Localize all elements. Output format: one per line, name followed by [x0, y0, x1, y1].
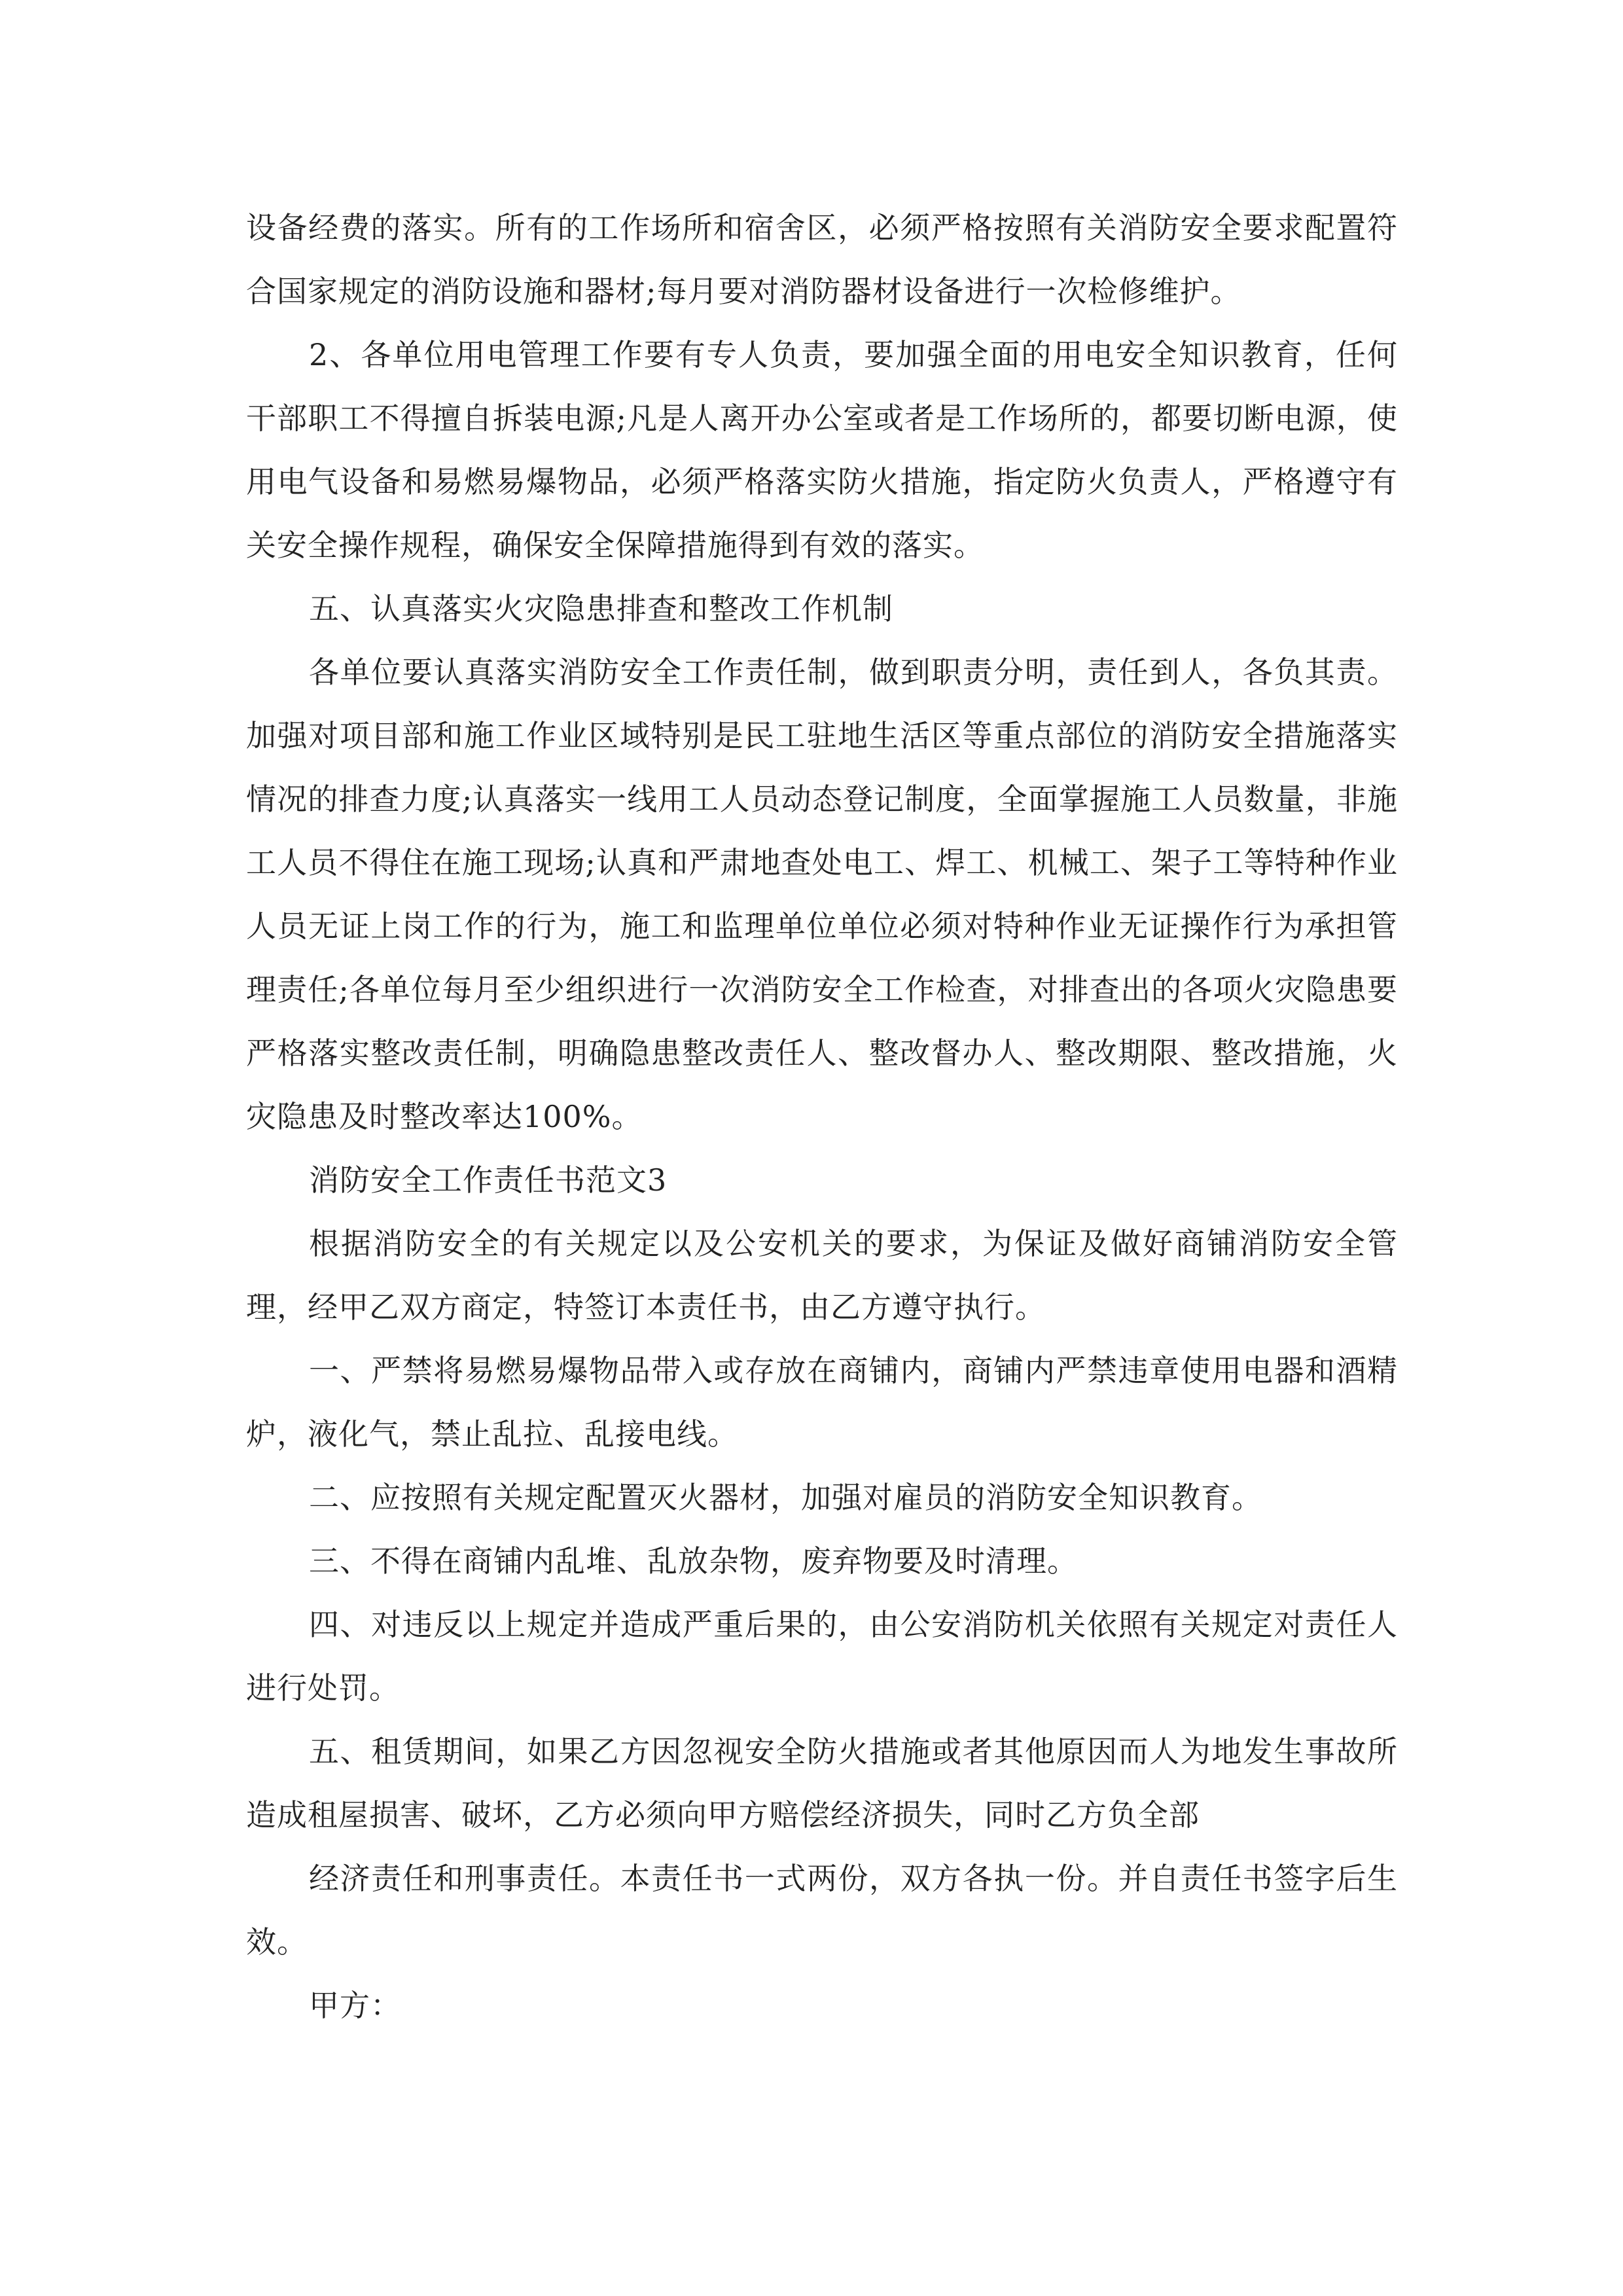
clause-5-lease-liability: 五、租赁期间，如果乙方因忽视安全防火措施或者其他原因而人为地发生事故所造成租屋损害、破坏，乙方必须向甲方赔偿经济损失，同时乙方负全部: [246, 1734, 1398, 1833]
clause-1-prohibitions: 一、严禁将易燃易爆物品带入或存放在商铺内，商铺内严禁违章使用电器和酒精炉，液化气，禁止乱拉、乱接电线。: [246, 1353, 1398, 1452]
paragraph-effective-terms: 经济责任和刑事责任。本责任书一式两份，双方各执一份。并自责任书签字后生效。: [246, 1861, 1398, 1960]
clause-3-debris: 三、不得在商铺内乱堆、乱放杂物，废弃物要及时清理。: [309, 1543, 1078, 1579]
heading-hazard-investigation: 五、认真落实火灾隐患排查和整改工作机制: [309, 591, 893, 626]
paragraph-equipment-funding: 设备经费的落实。所有的工作场所和宿舍区，必须严格按照有关消防安全要求配置符合国家规定的消防设施和器材;每月要对消防器材设备进行一次检修维护。: [246, 210, 1398, 309]
document-body: [246, 196, 1398, 2037]
clause-4-penalties: 四、对违反以上规定并造成严重后果的，由公安消防机关依照有关规定对责任人进行处罚。: [246, 1607, 1398, 1706]
heading-sample-3: 消防安全工作责任书范文3: [309, 1162, 668, 1198]
paragraph-responsibility-system: 各单位要认真落实消防安全工作责任制，做到职责分明，责任到人，各负其责。加强对项目部和施工作业区域特别是民工驻地生活区等重点部位的消防安全措施落实情况的排查力度;认真落实一线用工人员动态登记制度，全面掌握施工人员数量，非施工人员不得住在施工现场;认真和严肃地查处电工、焊工、机械工、架子工等特种作业人员无证上岗工作的行为，施工和监理单位单位必须对特种作业无证操作行为承担管理责任;各单位每月至少组织进行一次消防安全工作检查，对排查出的各项火灾隐患要严格落实整改责任制，明确隐患整改责任人、整改督办人、整改期限、整改措施，火灾隐患及时整改率达100%。: [246, 655, 1398, 1134]
clause-2-extinguishers: 二、应按照有关规定配置灭火器材，加强对雇员的消防安全知识教育。: [309, 1480, 1262, 1515]
paragraph-intro-agreement: 根据消防安全的有关规定以及公安机关的要求，为保证及做好商铺消防安全管理，经甲乙双方商定，特签订本责任书，由乙方遵守执行。: [246, 1226, 1398, 1325]
signature-party-a: 甲方：: [309, 1988, 401, 2023]
paragraph-electricity-management: 2、各单位用电管理工作要有专人负责，要加强全面的用电安全知识教育，任何干部职工不得擅自拆装电源;凡是人离开办公室或者是工作场所的，都要切断电源，使用电气设备和易燃易爆物品，必须严格落实防火措施，指定防火负责人，严格遵守有关安全操作规程，确保安全保障措施得到有效的落实。: [246, 337, 1398, 563]
